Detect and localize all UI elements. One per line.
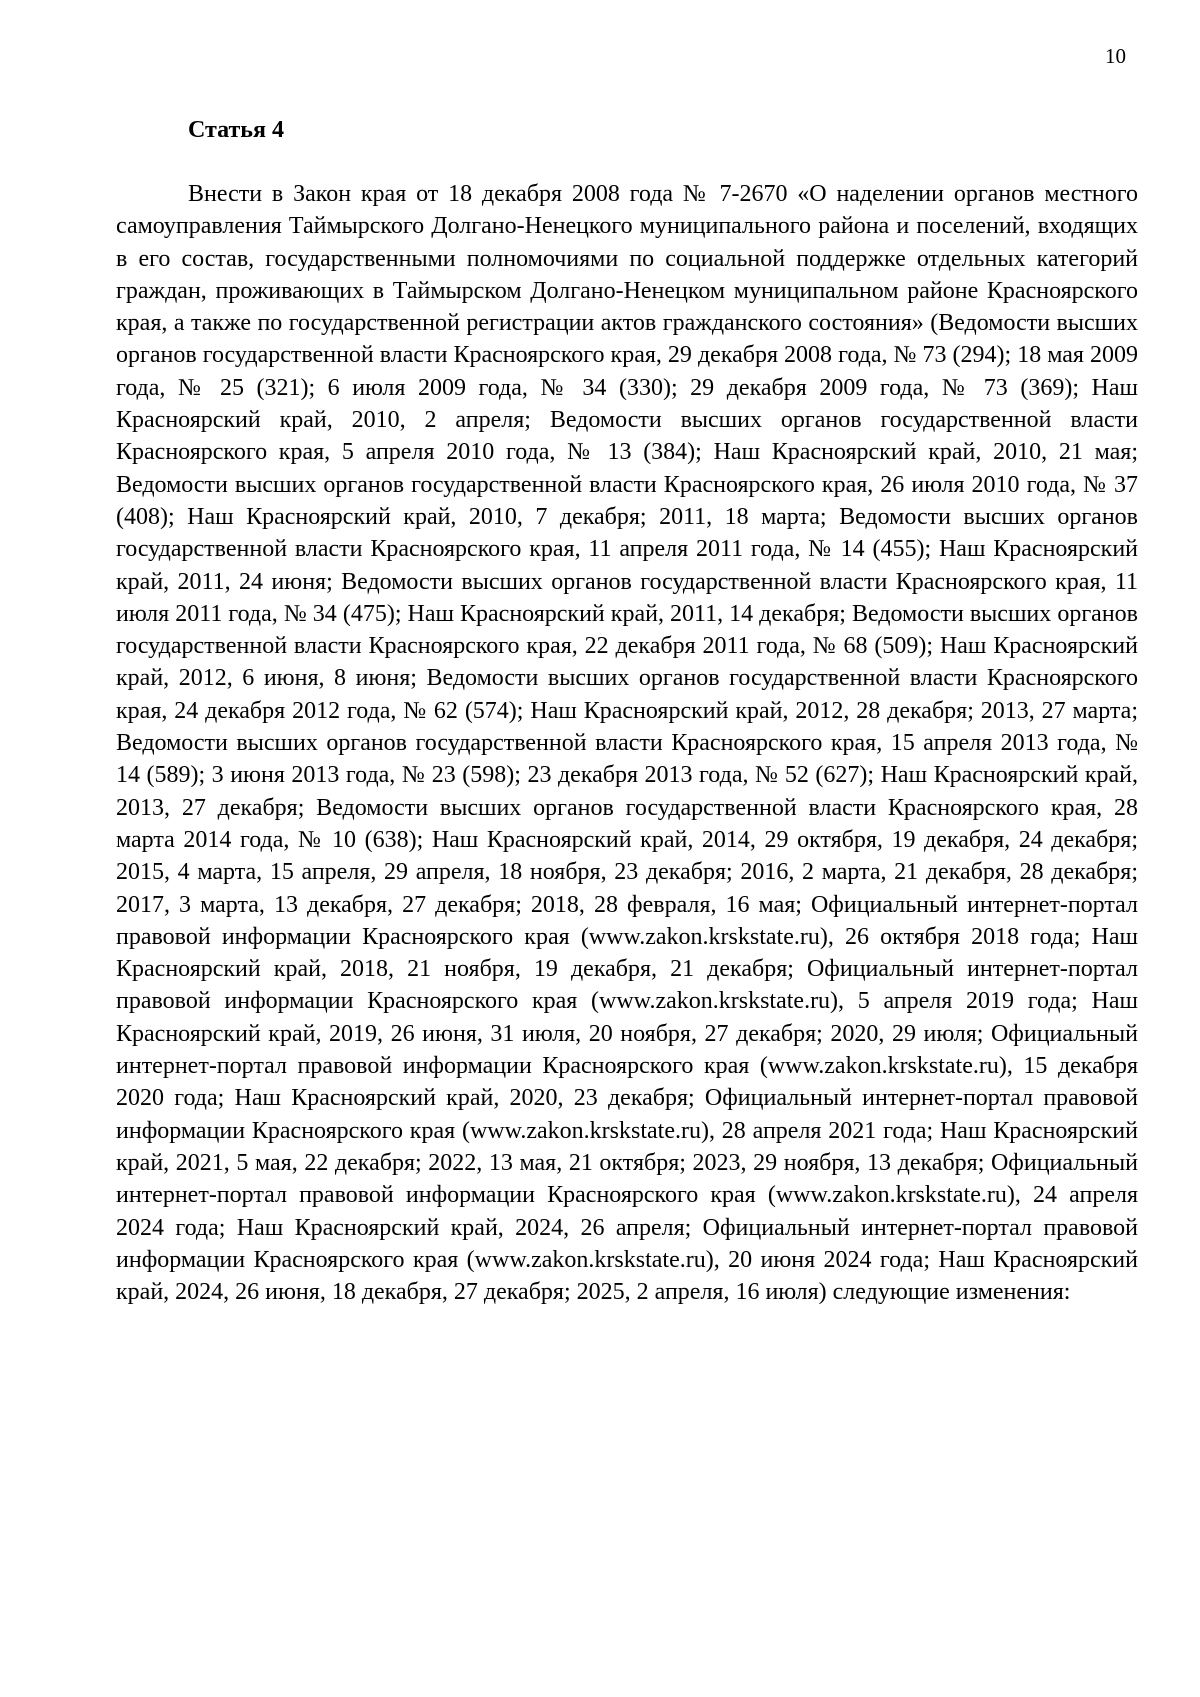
- article-body-paragraph: Внести в Закон края от 18 декабря 2008 года № 7-2670 «О наделении органов местного самоуправления Таймырского Долгано-Ненецкого муниципального района и поселений, входящих в его состав, государственными полномочиями по социальной поддержке отдельных категорий граждан, проживающих в Таймырском Долгано-Ненецком муниципальном районе Красноярского края, а также по государственной регистрации актов гражданского состояния» (Ведомости высших органов государственной власти Красноярского края, 29 декабря 2008 года, № 73 (294); 18 мая 2009 года, № 25 (321); 6 июля 2009 года, № 34 (330); 29 декабря 2009 года, № 73 (369); Наш Красноярский край, 2010, 2 апреля; Ведомости высших органов государственной власти Красноярского края, 5 апреля 2010 года, № 13 (384); Наш Красноярский край, 2010, 21 мая; Ведомости высших органов государственной власти Красноярского края, 26 июля 2010 года, № 37 (408); Наш Красноярский край, 2010, 7 декабря; 2011, 18 марта; Ведомости высших органов государственной власти Красноярского края, 11 апреля 2011 года, № 14 (455); Наш Красноярский край, 2011, 24 июня; Ведомости высших органов государственной власти Красноярского края, 11 июля 2011 года, № 34 (475); Наш Красноярский край, 2011, 14 декабря; Ведомости высших органов государственной власти Красноярского края, 22 декабря 2011 года, № 68 (509); Наш Красноярский край, 2012, 6 июня, 8 июня; Ведомости высших органов государственной власти Красноярского края, 24 декабря 2012 года, № 62 (574); Наш Красноярский край, 2012, 28 декабря; 2013, 27 марта; Ведомости высших органов государственной власти Красноярского края, 15 апреля 2013 года, № 14 (589); 3 июня 2013 года, № 23 (598); 23 декабря 2013 года, № 52 (627); Наш Красноярский край, 2013, 27 декабря; Ведомости высших органов государственной власти Красноярского края, 28 марта 2014 года, № 10 (638); Наш Красноярский край, 2014, 29 октября, 19 декабря, 24 декабря; 2015, 4 марта, 15 апреля, 29 апреля, 18 ноября, 23 декабря; 2016, 2 марта, 21 декабря, 28 декабря; 2017, 3 марта, 13 декабря, 27 декабря; 2018, 28 февраля, 16 мая; Официальный интернет-портал правовой информации Красноярского края (www.zakon.krskstate.ru), 26 октября 2018 года; Наш Красноярский край, 2018, 21 ноября, 19 декабря, 21 декабря; Официальный интернет-портал правовой информации Красноярского края (www.zakon.krskstate.ru), 5 апреля 2019 года; Наш Красноярский край, 2019, 26 июня, 31 июля, 20 ноября, 27 декабря; 2020, 29 июля; Официальный интернет-портал правовой информации Красноярского края (www.zakon.krskstate.ru), 15 декабря 2020 года; Наш Красноярский край, 2020, 23 декабря; Официальный интернет-портал правовой информации Красноярского края (www.zakon.krskstate.ru), 28 апреля 2021 года; Наш Красноярский край, 2021, 5 мая, 22 декабря; 2022, 13 мая, 21 октября; 2023, 29 ноября, 13 декабря; Официальный интернет-портал правовой информации Красноярского края (www.zakon.krskstate.ru), 24 апреля 2024 года; Наш Красноярский край, 2024, 26 апреля; Официальный интернет-портал правовой информации Красноярского края (www.zakon.krskstate.ru), 20 июня 2024 года; Наш Красноярский край, 2024, 26 июня, 18 декабря, 27 декабря; 2025, 2 апреля, 16 июля) следующие изменения:: [116, 181, 1138, 1306]
- article-heading: Статья 4: [188, 117, 284, 143]
- page-number: 10: [1105, 44, 1126, 68]
